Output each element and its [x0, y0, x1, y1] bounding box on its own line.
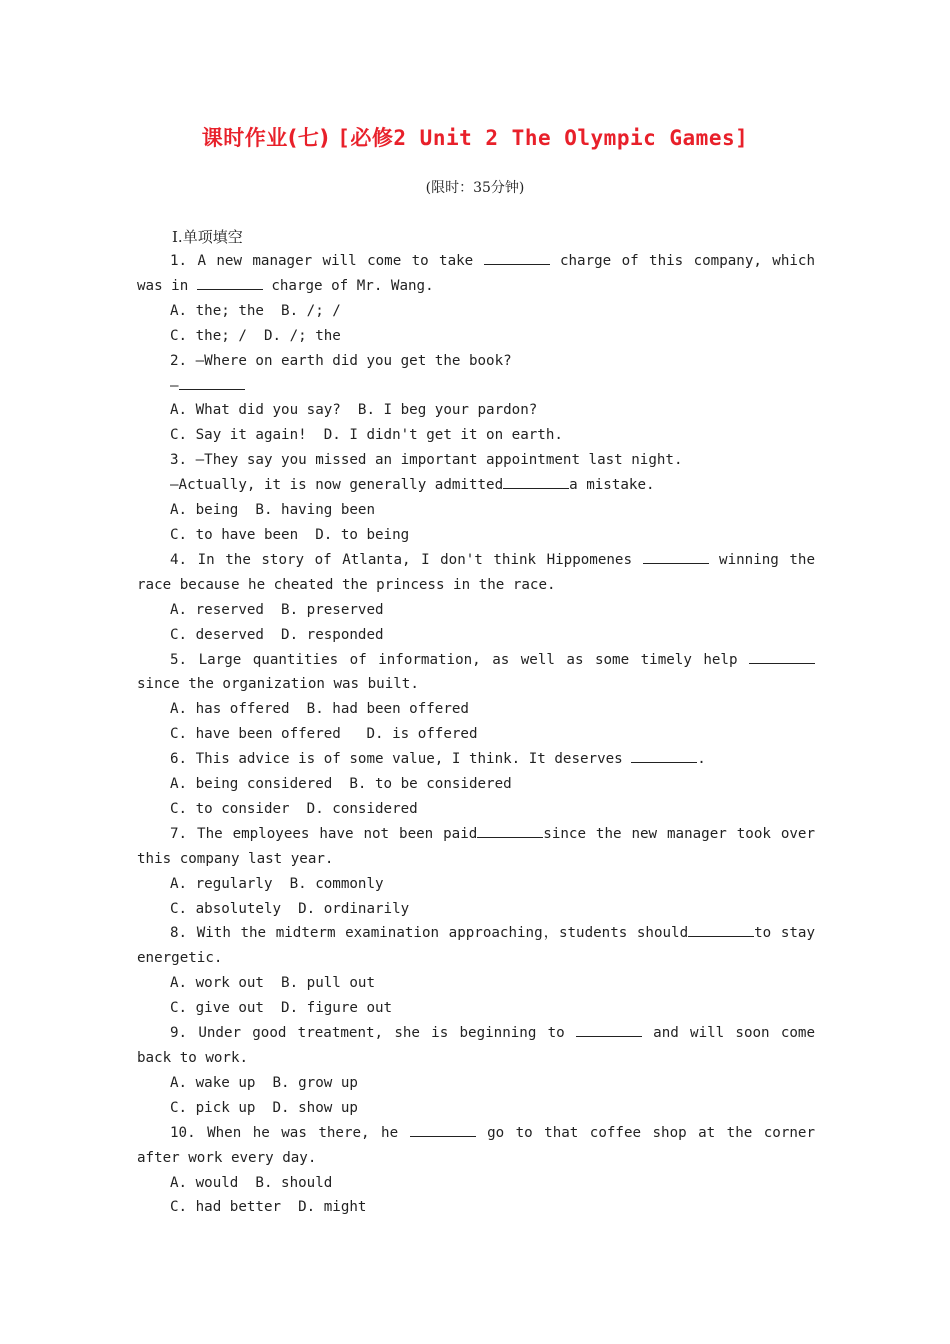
title-cn: 课时作业(七) [201, 126, 330, 150]
reply-line: — [137, 374, 815, 399]
page-title [0, 122, 950, 152]
option-line: A. being considered B. to be considered [170, 776, 512, 793]
question-7: 7. The employees have not been paid since the new manager took over this company last year. [137, 822, 815, 872]
question-4: 4. In the story of Atlanta, I don't think Hippomenes winning the race because he cheated the princess in the race. [137, 548, 815, 598]
time-limit: (限时：35分钟) [425, 180, 525, 196]
option-line: A. reserved B. preserved [170, 601, 384, 618]
option-line: A. would B. should [170, 1174, 333, 1191]
question-9: 9. Under good treatment, she is beginning to and will soon come back to work. [137, 1021, 815, 1071]
option-line: C. had better D. might [170, 1199, 367, 1216]
option-line: A. What did you say? B. I beg your pardon? [170, 402, 538, 419]
answer-blank[interactable] [503, 474, 569, 489]
question-8: 8. With the midterm examination approaching，students should to stay energetic. [137, 921, 815, 971]
reply-line: —Actually, it is now generally admitted a mistake. [137, 473, 815, 498]
option-line: C. Say it again! D. I didn't get it on earth. [170, 427, 563, 444]
option-line: C. deserved D. responded [170, 626, 384, 643]
option-line: C. have been offered D. is offered [170, 726, 478, 743]
question-10: 10. When he was there, he go to that coffee shop at the corner after work every day. [137, 1121, 815, 1171]
option-line: C. absolutely D. ordinarily [170, 900, 410, 917]
question-5: 5. Large quantities of information, as well as some timely help since the organization was built. [137, 648, 815, 698]
option-line: A. being B. having been [170, 502, 375, 519]
answer-blank[interactable] [197, 275, 263, 290]
option-line: C. to have been D. to being [170, 526, 410, 543]
question-3: 3. —They say you missed an important appointment last night. [170, 452, 683, 469]
option-line: C. to consider D. considered [170, 800, 418, 817]
option-line: C. the; / D. /; the [170, 327, 341, 344]
answer-blank[interactable] [643, 549, 709, 564]
answer-blank[interactable] [477, 823, 543, 838]
question-list [137, 249, 815, 1220]
answer-blank[interactable] [749, 649, 815, 664]
section-heading: Ⅰ.单项填空 [172, 228, 243, 246]
answer-blank[interactable] [631, 748, 697, 763]
option-line: C. give out D. figure out [170, 1000, 393, 1017]
answer-blank[interactable] [688, 922, 754, 937]
answer-blank[interactable] [410, 1122, 476, 1137]
question-1: 1. A new manager will come to take charge of this company, which was in charge of Mr. Wang. [137, 249, 815, 299]
title-unit: [必修2 Unit 2 The Olympic Games] [337, 126, 749, 150]
answer-blank[interactable] [484, 250, 550, 265]
option-line: A. has offered B. had been offered [170, 701, 469, 718]
option-line: A. wake up B. grow up [170, 1074, 358, 1091]
question-2: 2. —Where on earth did you get the book? [170, 352, 512, 369]
option-line: A. work out B. pull out [170, 975, 375, 992]
question-6: 6. This advice is of some value, I think. It deserves . [137, 747, 815, 772]
option-line: C. pick up D. show up [170, 1099, 358, 1116]
option-line: A. regularly B. commonly [170, 875, 384, 892]
answer-blank[interactable] [179, 375, 245, 390]
option-line: A. the; the B. /; / [170, 302, 341, 319]
answer-blank[interactable] [576, 1022, 642, 1037]
